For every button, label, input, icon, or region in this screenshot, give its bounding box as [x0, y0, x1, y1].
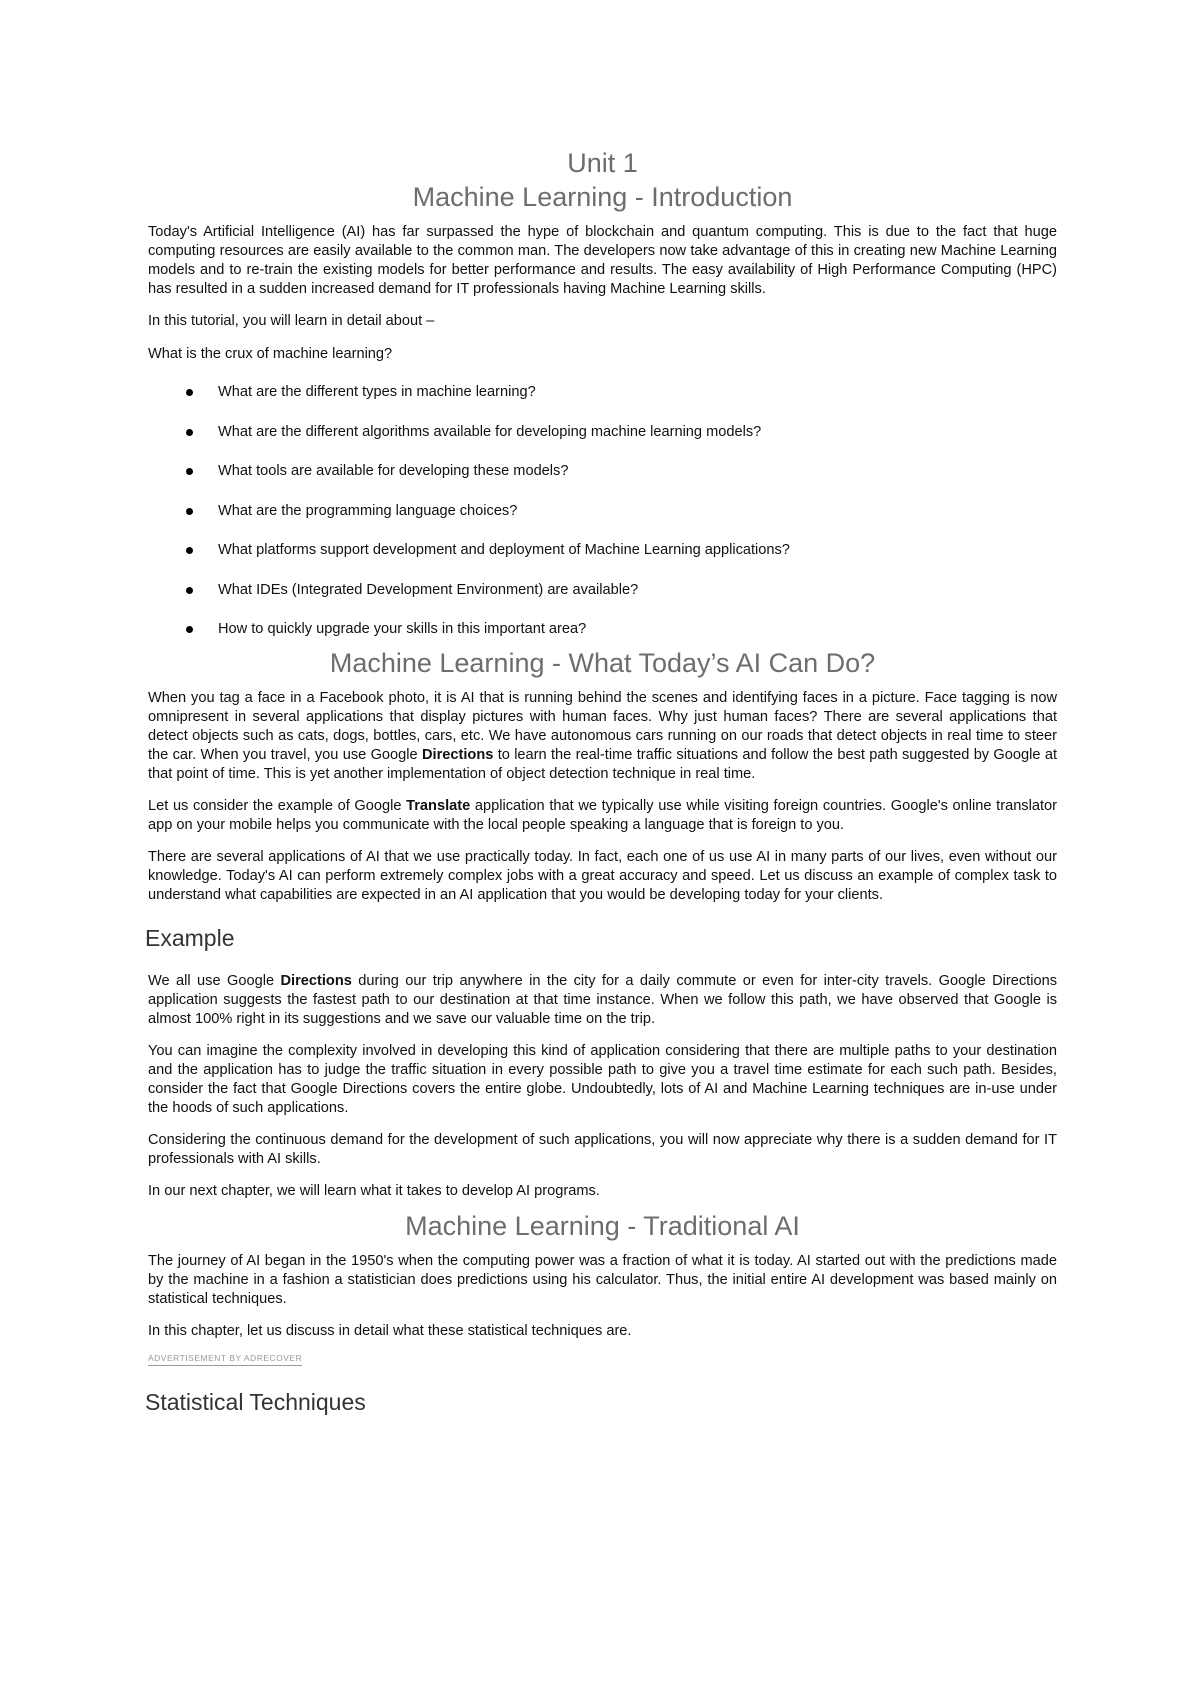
intro-paragraph-1: Today's Artificial Intelligence (AI) has far surpassed the hype of blockchain and quantum computing. This is due to the fact that huge computing resources are easily available to the common man. The developers now take advantage of this in creating new Machine Learning models and to re-train the existing models for better performance and results. The easy availability of High Performance Computing (HPC) has resulted in a sudden increased demand for IT professionals having Machine Learning skills.: [148, 224, 1057, 297]
bullet-dot-icon: [186, 626, 193, 633]
unit-title: Unit 1: [567, 148, 638, 178]
traditional-heading: Machine Learning - Traditional AI: [405, 1211, 800, 1241]
example-paragraph-1: We all use Google Directions during our trip anywhere in the city for a daily commute or even for inter-city travels. Google Directions application suggests the fastest path to our destination at that time instance. When we follow this path, we have observed that Google is almost 100% right in its suggestions and we save our valuable time on the trip.: [148, 973, 1057, 1027]
intro-paragraph-2: In this tutorial, you will learn in detail about –: [148, 313, 435, 329]
example-paragraph-2: You can imagine the complexity involved in developing this kind of application considering that there are multiple paths to your destination and the application has to judge the traffic situation in every possible path to give you a travel time estimate for each such path. Besides, consider the fact that Google Directions covers the entire globe. Undoubtedly, lots of AI and Machine Learning techniques are in-use under the hoods of such applications.: [148, 1043, 1057, 1116]
today-heading: Machine Learning - What Today’s AI Can Do?: [329, 648, 876, 678]
bullet-dot-icon: [186, 389, 193, 396]
intro-bullet-list: [148, 383, 1057, 639]
advertisement-label-wrapper: [148, 1348, 1057, 1366]
example-paragraph-3: Considering the continuous demand for the development of such applications, you will now appreciate why there is a sudden demand for IT professionals with AI skills.: [148, 1132, 1057, 1167]
traditional-paragraph-1: The journey of AI began in the 1950's when the computing power was a fraction of what it is today. AI started out with the predictions made by the machine in a fashion a statistician does predictions using his calculator. Thus, the initial entire AI development was based mainly on statistical techniques.: [148, 1253, 1057, 1307]
example-paragraph-4: In our next chapter, we will learn what it takes to develop AI programs.: [148, 1183, 600, 1199]
intro-heading: Machine Learning - Introduction: [412, 182, 793, 212]
advertisement-label[interactable]: ADVERTISEMENT BY ADRECOVER: [148, 1353, 302, 1366]
example-heading: Example: [145, 925, 235, 951]
list-item: What are the different algorithms available for developing machine learning models?: [148, 423, 1057, 442]
list-item: What are the different types in machine learning?: [148, 383, 1057, 402]
traditional-paragraph-2: In this chapter, let us discuss in detail what these statistical techniques are.: [148, 1323, 632, 1339]
list-item: What platforms support development and deployment of Machine Learning applications?: [148, 541, 1057, 560]
document-content: [145, 146, 1057, 1417]
bullet-dot-icon: [186, 508, 193, 515]
intro-paragraph-3: What is the crux of machine learning?: [148, 346, 393, 362]
today-paragraph-1: When you tag a face in a Facebook photo, it is AI that is running behind the scenes and identifying faces in a picture. Face tagging is now omnipresent in several applications that display pictures with human faces. Why just human faces? There are several applications that detect objects such as cats, dogs, bottles, cars, etc. We have autonomous cars running on our roads that detect objects in real time to steer the car. When you travel, you use Google Directions to learn the real-time traffic situations and follow the best path suggested by Google at that point of time. This is yet another implementation of object detection technique in real time.: [148, 690, 1057, 782]
bullet-dot-icon: [186, 468, 193, 475]
today-paragraph-2: Let us consider the example of Google Translate application that we typically use while visiting foreign countries. Google's online translator app on your mobile helps you communicate with the local people speaking a language that is foreign to you.: [148, 798, 1057, 833]
list-item: What IDEs (Integrated Development Environment) are available?: [148, 581, 1057, 600]
statistical-heading: Statistical Techniques: [145, 1389, 366, 1415]
list-item: What are the programming language choices?: [148, 502, 1057, 521]
bullet-dot-icon: [186, 587, 193, 594]
bullet-dot-icon: [186, 429, 193, 436]
today-paragraph-3: There are several applications of AI that we use practically today. In fact, each one of us use AI in many parts of our lives, even without our knowledge. Today's AI can perform extremely complex jobs with a great accuracy and speed. Let us discuss an example of complex task to understand what capabilities are expected in an AI application that you would be developing today for your clients.: [148, 849, 1057, 903]
list-item: What tools are available for developing these models?: [148, 462, 1057, 481]
bullet-dot-icon: [186, 547, 193, 554]
list-item: How to quickly upgrade your skills in this important area?: [148, 620, 1057, 639]
